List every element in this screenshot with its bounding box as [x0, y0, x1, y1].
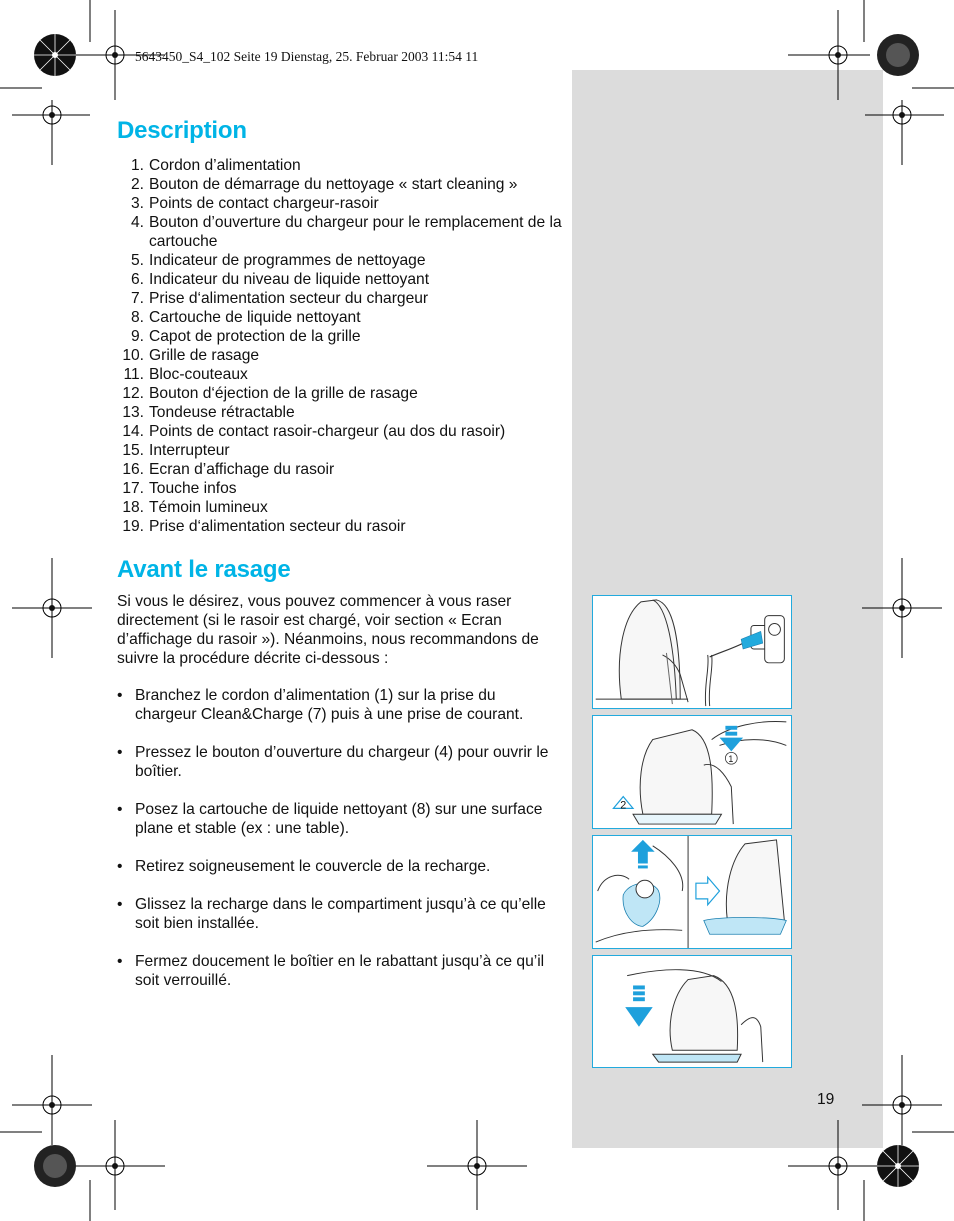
- description-item-number: 10.: [122, 347, 144, 364]
- description-item-text: Indicateur de programmes de nettoyage: [149, 252, 426, 269]
- description-item: [107, 460, 567, 479]
- description-item-text: Indicateur du niveau de liquide nettoyant: [149, 271, 430, 288]
- description-item-number: 5.: [130, 252, 144, 269]
- description-item: [107, 327, 567, 346]
- description-item-number: 6.: [130, 271, 144, 288]
- description-item: [107, 441, 567, 460]
- description-item-text: Capot de protection de la grille: [149, 328, 361, 345]
- description-item-number: 13.: [122, 404, 144, 421]
- description-item-text: Ecran d’affichage du rasoir: [149, 461, 335, 478]
- description-item-number: 18.: [122, 499, 144, 516]
- description-item-number: 8.: [130, 309, 144, 326]
- description-item-number: 11.: [123, 366, 144, 383]
- description-item-number: 3.: [130, 195, 144, 212]
- description-item: [107, 251, 567, 270]
- description-item: [107, 270, 567, 289]
- description-list: [107, 156, 567, 536]
- description-item-text: Cartouche de liquide nettoyant: [149, 309, 361, 326]
- step-item: • Branchez le cordon d’alimentation (1) sur la prise du chargeur Clean&Charge (7) puis à une prise de courant.: [117, 686, 557, 724]
- description-item: [107, 403, 567, 422]
- cartridge-drawing: [593, 836, 791, 948]
- description-item-number: 15.: [122, 442, 144, 459]
- description-item-text: Prise d‘alimentation secteur du rasoir: [149, 518, 406, 535]
- description-item-text: Prise d‘alimentation secteur du chargeur: [149, 290, 429, 307]
- charger-open-drawing: [593, 716, 791, 828]
- description-item-number: 1.: [130, 157, 144, 174]
- description-item: [107, 308, 567, 327]
- illustration-open-charger: [592, 715, 792, 829]
- description-item-number: 16.: [122, 461, 144, 478]
- description-item-number: 2.: [130, 176, 144, 193]
- description-item: [107, 175, 567, 194]
- illustration-close-charger: [592, 955, 792, 1068]
- description-item: [107, 289, 567, 308]
- print-header: 5643450_S4_102 Seite 19 Dienstag, 25. Februar 2003 11:54 11: [135, 49, 479, 64]
- description-item-text: Points de contact rasoir-chargeur (au dos du rasoir): [149, 423, 506, 440]
- illustration-cartridge: [592, 835, 792, 949]
- description-item-text: Tondeuse rétractable: [149, 404, 295, 421]
- step-item: • Fermez doucement le boîtier en le rabattant jusqu’à ce qu’il soit verrouillé.: [117, 952, 557, 990]
- step-item: • Glissez la recharge dans le compartiment jusqu’à ce qu’elle soit bien installée.: [117, 895, 557, 933]
- step-item: • Pressez le bouton d’ouverture du chargeur (4) pour ouvrir le boîtier.: [117, 743, 557, 781]
- charger-plug-drawing: [593, 596, 791, 708]
- description-heading: Description: [117, 117, 247, 144]
- description-item: [107, 213, 567, 251]
- description-item-text: Bouton d‘éjection de la grille de rasage: [149, 385, 418, 402]
- description-item: [107, 517, 567, 536]
- description-item-number: 12.: [122, 385, 144, 402]
- description-item-text: Bouton de démarrage du nettoyage « start cleaning »: [149, 176, 518, 193]
- description-item-number: 17.: [122, 480, 144, 497]
- description-item-number: 14.: [122, 423, 144, 440]
- description-item-text: Bouton d’ouverture du chargeur pour le remplacement de la cartouche: [149, 214, 562, 250]
- intro-paragraph: Si vous le désirez, vous pouvez commencer à vous raser directement (si le rasoir est chargé, voir section « Ecran d’affichage du rasoir »). Néanmoins, nous recommandons de suivre la procédure décrite ci-dessous :: [117, 593, 539, 667]
- description-item: [107, 384, 567, 403]
- step-item: • Retirez soigneusement le couvercle de la recharge.: [117, 857, 557, 876]
- description-item-text: Touche infos: [149, 480, 237, 497]
- description-item-number: 19.: [122, 518, 144, 535]
- description-item-number: 9.: [130, 328, 144, 345]
- description-item: [107, 346, 567, 365]
- description-item-text: Grille de rasage: [149, 347, 260, 364]
- description-item: [107, 365, 567, 384]
- illustration-plug-cord: [592, 595, 792, 709]
- description-item-text: Cordon d’alimentation: [149, 157, 301, 174]
- description-item-number: 7.: [130, 290, 144, 307]
- charger-close-drawing: [593, 956, 791, 1067]
- description-item-number: 4.: [130, 214, 144, 231]
- avant-le-rasage-heading: Avant le rasage: [117, 556, 291, 583]
- description-item: [107, 194, 567, 213]
- steps-list: [117, 686, 557, 1009]
- description-item-text: Points de contact chargeur-rasoir: [149, 195, 379, 212]
- description-item: [107, 479, 567, 498]
- description-item: [107, 498, 567, 517]
- fig2-label-2: 2: [620, 799, 627, 812]
- description-item: [107, 156, 567, 175]
- page-number: 19: [817, 1091, 835, 1108]
- description-item: [107, 422, 567, 441]
- fig2-label-1: 1: [728, 754, 734, 765]
- description-item-text: Témoin lumineux: [149, 499, 268, 516]
- description-item-text: Bloc-couteaux: [149, 366, 248, 383]
- description-item-text: Interrupteur: [149, 442, 230, 459]
- step-item: • Posez la cartouche de liquide nettoyant (8) sur une surface plane et stable (ex : une table).: [117, 800, 557, 838]
